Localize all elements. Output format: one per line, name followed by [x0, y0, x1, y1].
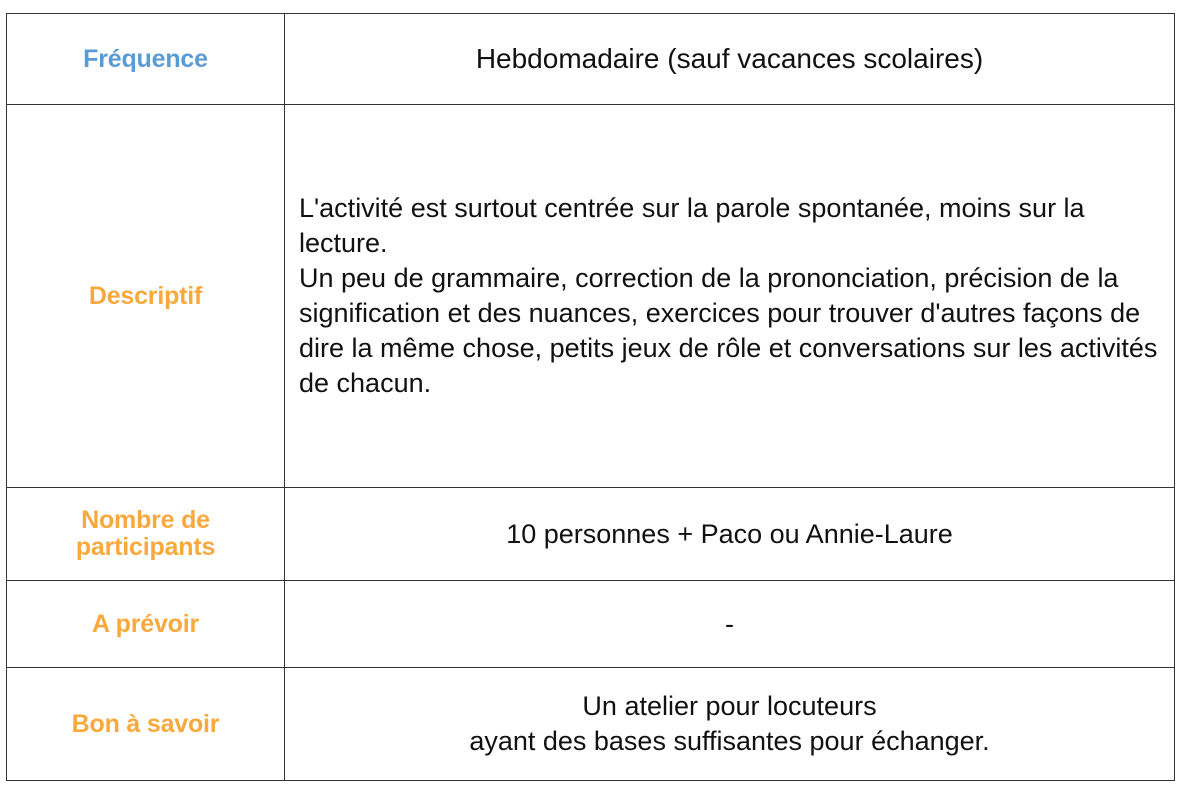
row-value-nombre-de-participants: [285, 488, 1175, 581]
row-label-bon-a-savoir: [7, 668, 285, 781]
row-label-text: A prévoir: [91, 609, 200, 638]
table-row-frequence: [7, 14, 1175, 105]
descriptif-paragraph-1: L'activité est surtout centrée sur la parole spontanée, moins sur la lecture.: [299, 192, 1085, 258]
value-line: Hebdomadaire (sauf vacances scolaires): [475, 43, 984, 75]
row-label-descriptif: [7, 105, 285, 488]
table-row-nombre-de-participants: [7, 488, 1175, 581]
table-row-a-prevoir: [7, 581, 1175, 668]
row-value-bon-a-savoir: [285, 668, 1175, 781]
row-value-a-prevoir: [285, 581, 1175, 668]
row-label-text: Descriptif: [88, 281, 203, 310]
row-value-frequence: [285, 14, 1175, 105]
descriptif-paragraph-2: Un peu de grammaire, correction de la prononciation, précision de la signification et des nuances, exercices pour trouver d'autres façons de dire la même chose, petits jeux de rôle et conversations sur les activités de chacun.: [299, 262, 1158, 399]
row-label-a-prevoir: [7, 581, 285, 668]
row-label-text: Bon à savoir: [71, 709, 220, 738]
row-value-descriptif: [285, 105, 1175, 488]
value-line: -: [725, 608, 734, 639]
row-label-text-line-1: Nombre de: [81, 506, 210, 534]
value-line-1: Un atelier pour locuteurs: [582, 690, 877, 721]
row-label-nombre-de-participants: [7, 488, 285, 581]
row-label-text: Fréquence: [83, 44, 208, 73]
value-line-2: ayant des bases suffisantes pour échanger.: [469, 726, 990, 756]
value-line: 10 personnes + Paco ou Annie-Laure: [506, 518, 953, 549]
table-row-descriptif: [7, 105, 1175, 488]
row-label-frequence: [7, 14, 285, 105]
row-label-text-line-2: participants: [75, 533, 216, 561]
activity-info-table: [6, 13, 1175, 781]
table-row-bon-a-savoir: [7, 668, 1175, 781]
